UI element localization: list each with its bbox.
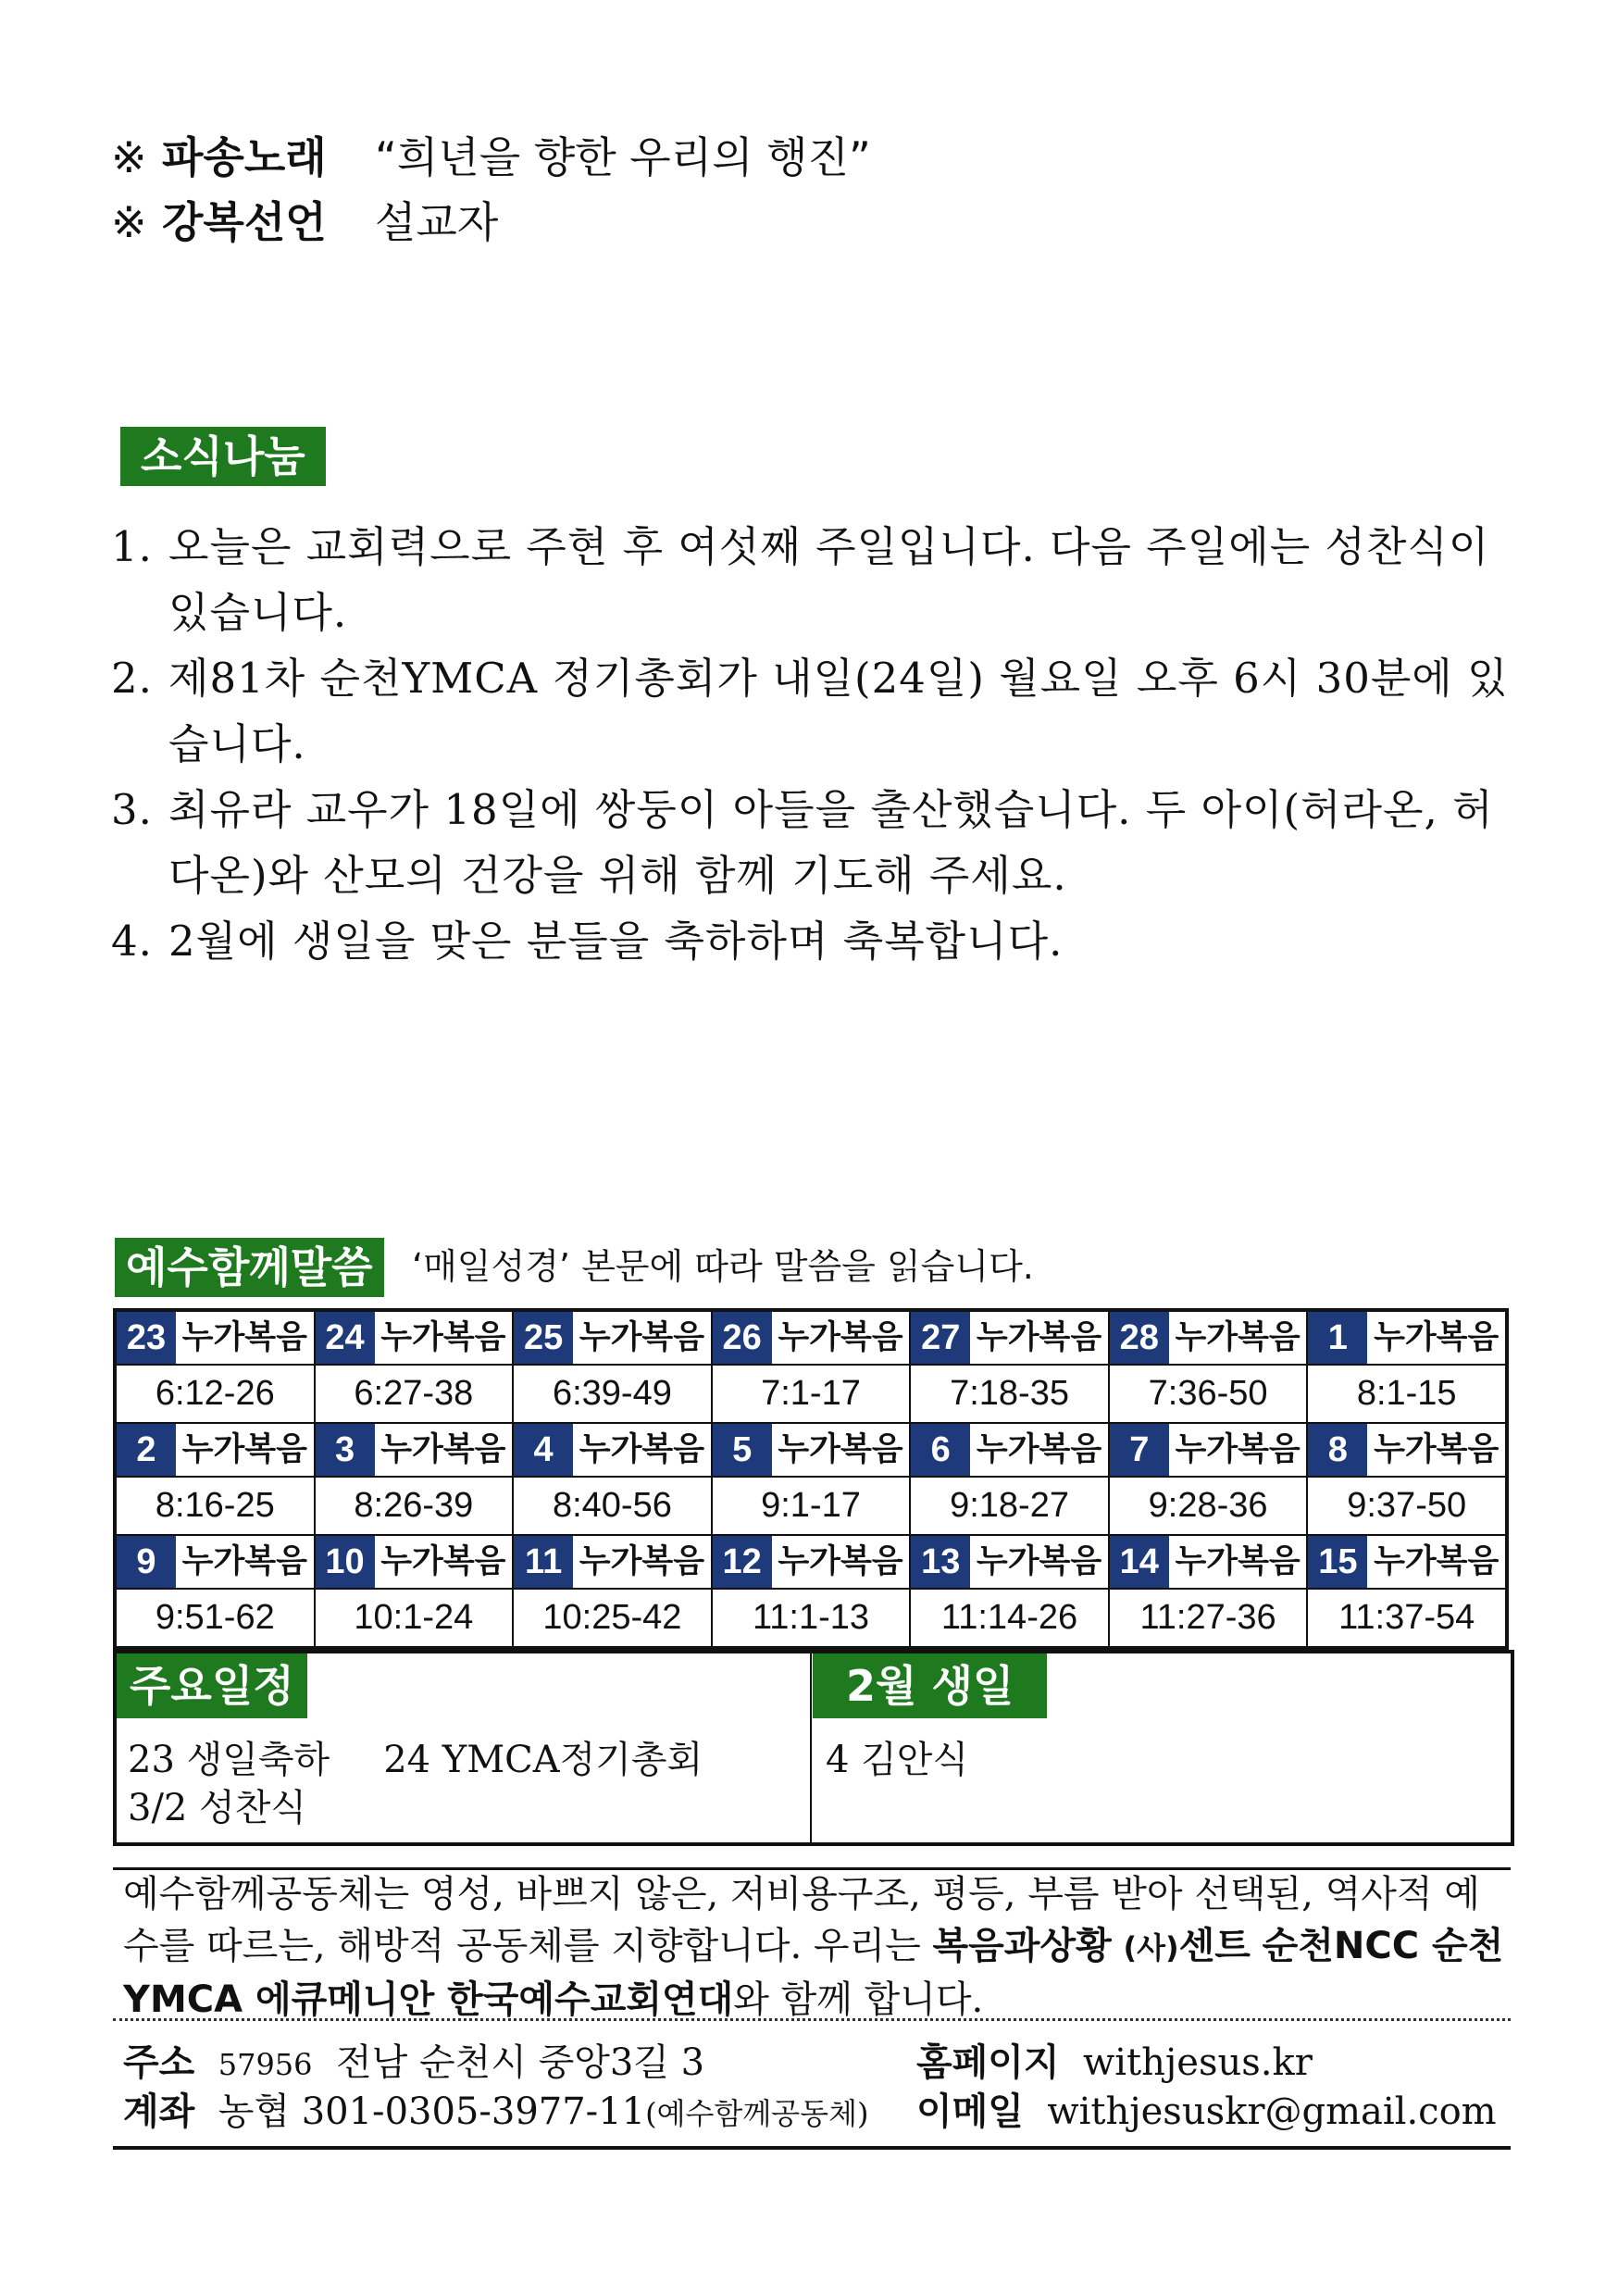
news-item: 2. 제81차 순천YMCA 정기총회가 내일(24일) 월요일 오후 6시 30분에 있습니다. <box>111 654 1509 768</box>
bible-cell <box>115 1423 315 1535</box>
bible-book: 누가복음 <box>181 1543 307 1579</box>
bible-day: 9 <box>117 1536 176 1588</box>
bible-note: ‘매일성경’ 본문에 따라 말씀을 읽습니다. <box>412 1246 1034 1287</box>
sending-song-title: “희년을 향한 우리의 행진” <box>375 132 871 182</box>
bible-book: 누가복음 <box>976 1319 1102 1355</box>
bible-cell <box>513 1423 712 1535</box>
bible-reference: 9:28-36 <box>1148 1486 1268 1525</box>
benediction-text: 설교자 <box>375 197 499 247</box>
bible-reference: 10:1-24 <box>354 1598 474 1637</box>
bible-reference: 11:14-26 <box>940 1598 1078 1637</box>
bible-cell-header <box>713 1312 910 1366</box>
bible-cell-header <box>911 1312 1108 1366</box>
bible-book: 누가복음 <box>778 1431 903 1467</box>
bible-day: 3 <box>316 1424 375 1476</box>
bible-day: 24 <box>316 1312 375 1364</box>
bible-reference: 7:18-35 <box>950 1374 1069 1413</box>
bible-reference: 11:37-54 <box>1338 1598 1475 1637</box>
homepage-link[interactable]: withjesus.kr <box>1083 2041 1313 2084</box>
bible-day: 11 <box>514 1536 573 1588</box>
sending-song-label: 파송노래 <box>162 132 327 182</box>
bible-day: 2 <box>117 1424 176 1476</box>
bible-book: 누가복음 <box>976 1543 1102 1579</box>
bible-book: 누가복음 <box>976 1431 1102 1467</box>
bible-reference: 6:12-26 <box>155 1374 275 1413</box>
benediction-line <box>111 194 498 250</box>
bible-day: 4 <box>514 1424 573 1476</box>
news-item: 4. 2월에 생일을 맞은 분들을 축하하며 축복합니다. <box>111 917 1064 966</box>
bible-book: 누가복음 <box>778 1543 903 1579</box>
bible-book: 누가복음 <box>778 1319 903 1355</box>
bible-day: 13 <box>911 1536 970 1588</box>
bible-book: 누가복음 <box>380 1543 506 1579</box>
bible-book: 누가복음 <box>1374 1543 1500 1579</box>
bible-day: 25 <box>514 1312 573 1364</box>
news-item: 1. 오늘은 교회력으로 주현 후 여섯째 주일입니다. 다음 주일에는 성찬식이 있습니다. <box>111 522 1490 637</box>
bible-day: 14 <box>1110 1536 1169 1588</box>
schedule-divider <box>810 1653 812 1842</box>
bible-cell-header <box>1110 1536 1307 1590</box>
bible-reading-table <box>113 1308 1509 1650</box>
bible-cell <box>910 1423 1109 1535</box>
account-line: 계좌 농협 301-0305-3977-11(예수함께공동체) <box>123 2090 869 2133</box>
bible-cell <box>1109 1535 1308 1648</box>
bible-cell-header <box>1110 1424 1307 1478</box>
bible-cell <box>712 1310 911 1423</box>
bible-cell <box>1307 1535 1507 1648</box>
bible-cell-header <box>117 1536 314 1590</box>
bible-reference: 9:51-62 <box>155 1598 275 1637</box>
bible-day: 10 <box>316 1536 375 1588</box>
bible-row <box>115 1535 1507 1648</box>
bible-cell-header <box>117 1312 314 1366</box>
bible-cell-header <box>1308 1312 1505 1366</box>
bible-cell <box>712 1535 911 1648</box>
bible-cell <box>315 1423 514 1535</box>
bible-day: 27 <box>911 1312 970 1364</box>
bible-cell-header <box>316 1312 513 1366</box>
bible-cell <box>513 1310 712 1423</box>
bible-reference: 9:1-17 <box>761 1486 861 1525</box>
bible-book: 누가복음 <box>579 1431 705 1467</box>
sending-song-line <box>111 130 871 185</box>
bible-reference: 8:1-15 <box>1356 1374 1457 1413</box>
bible-cell <box>712 1423 911 1535</box>
bible-cell-header <box>911 1424 1108 1478</box>
bible-book: 누가복음 <box>1374 1431 1500 1467</box>
bible-cell <box>513 1535 712 1648</box>
bible-reference: 6:27-38 <box>354 1374 474 1413</box>
bible-reference: 8:16-25 <box>155 1486 275 1525</box>
address-line: 주소 57956 전남 순천시 중앙3길 3 <box>123 2041 705 2084</box>
bible-reference: 7:36-50 <box>1148 1374 1268 1413</box>
bible-cell-header <box>514 1536 711 1590</box>
bible-day: 7 <box>1110 1424 1169 1476</box>
news-list <box>111 514 1518 974</box>
bible-reference: 11:27-36 <box>1139 1598 1276 1637</box>
bible-day: 15 <box>1308 1536 1367 1588</box>
bible-reference: 9:37-50 <box>1347 1486 1467 1525</box>
bible-book: 누가복음 <box>380 1319 506 1355</box>
bible-book: 누가복음 <box>380 1431 506 1467</box>
bible-tag: 예수함께말씀 <box>115 1238 384 1297</box>
bible-day: 8 <box>1308 1424 1367 1476</box>
bible-day: 26 <box>713 1312 772 1364</box>
bible-book: 누가복음 <box>1175 1431 1301 1467</box>
bible-cell <box>910 1310 1109 1423</box>
bible-day: 28 <box>1110 1312 1169 1364</box>
bible-cell <box>1109 1310 1308 1423</box>
bible-book: 누가복음 <box>1175 1319 1301 1355</box>
bible-cell <box>115 1310 315 1423</box>
bible-book: 누가복음 <box>181 1431 307 1467</box>
bible-cell-header <box>713 1424 910 1478</box>
bible-cell <box>910 1535 1109 1648</box>
bible-cell <box>1307 1423 1507 1535</box>
schedule-line-2: 3/2 성찬식 <box>128 1787 307 1829</box>
bible-book: 누가복음 <box>181 1319 307 1355</box>
bible-book: 누가복음 <box>1175 1543 1301 1579</box>
bible-reference: 7:1-17 <box>761 1374 861 1413</box>
bible-cell-header <box>1110 1312 1307 1366</box>
bible-cell-header <box>117 1424 314 1478</box>
birthday-text: 4 김안식 <box>826 1739 969 1781</box>
news-item: 3. 최유라 교우가 18일에 쌍둥이 아들을 출산했습니다. 두 아이(허라온, 허다온)와 산모의 건강을 위해 함께 기도해 주세요. <box>111 785 1494 900</box>
homepage-line: 홈페이지 withjesus.kr <box>916 2041 1313 2084</box>
bible-day: 12 <box>713 1536 772 1588</box>
bible-day: 6 <box>911 1424 970 1476</box>
bible-reference: 8:26-39 <box>354 1486 474 1525</box>
bible-day: 5 <box>713 1424 772 1476</box>
bible-reference: 10:25-42 <box>542 1598 682 1637</box>
bible-row <box>115 1423 1507 1535</box>
email-link[interactable]: withjesuskr@gmail.com <box>1047 2090 1497 2133</box>
bible-cell-header <box>316 1424 513 1478</box>
schedule-box <box>113 1650 1514 1846</box>
bible-cell-header <box>1308 1536 1505 1590</box>
bible-cell-header <box>911 1536 1108 1590</box>
bible-cell-header <box>316 1536 513 1590</box>
bible-reference: 11:1-13 <box>752 1598 869 1637</box>
bible-book: 누가복음 <box>579 1543 705 1579</box>
news-tag: 소식나눔 <box>120 427 326 486</box>
bible-cell <box>1307 1310 1507 1423</box>
bible-reference: 9:18-27 <box>950 1486 1069 1525</box>
birthday-tag: 2월 생일 <box>813 1653 1047 1718</box>
reference-mark: ※ <box>111 132 147 182</box>
bible-cell <box>315 1535 514 1648</box>
bible-reference: 6:39-49 <box>552 1374 672 1413</box>
bible-book: 누가복음 <box>1374 1319 1500 1355</box>
email-line: 이메일 withjesuskr@gmail.com <box>916 2090 1497 2133</box>
bible-cell <box>1109 1423 1308 1535</box>
bible-cell-header <box>713 1536 910 1590</box>
bible-cell <box>115 1535 315 1648</box>
bible-cell-header <box>1308 1424 1505 1478</box>
schedule-line-1: 23 생일축하 24 YMCA정기총회 <box>128 1739 703 1781</box>
bible-row <box>115 1310 1507 1423</box>
schedule-tag: 주요일정 <box>117 1653 307 1718</box>
bible-cell-header <box>514 1424 711 1478</box>
footer-bottom-rule <box>113 2146 1511 2150</box>
mission-statement: 예수함께공동체는 영성, 바쁘지 않은, 저비용구조, 평등, 부름 받아 선택된, 역사적 예수를 따르는, 해방적 공동체를 지향합니다. 우리는 복음과상황 (사)센트 순천NCC 순천YMCA 에큐메니안 한국예수교회연대와 함께 합니다. <box>123 1873 1504 2021</box>
bible-day: 1 <box>1308 1312 1367 1364</box>
benediction-label: 강복선언 <box>162 197 327 247</box>
reference-mark: ※ <box>111 197 147 247</box>
bible-reference: 8:40-56 <box>552 1486 672 1525</box>
bible-cell-header <box>514 1312 711 1366</box>
bible-day: 23 <box>117 1312 176 1364</box>
footer-dotted-rule <box>113 2018 1511 2021</box>
bible-cell <box>315 1310 514 1423</box>
bible-book: 누가복음 <box>579 1319 705 1355</box>
